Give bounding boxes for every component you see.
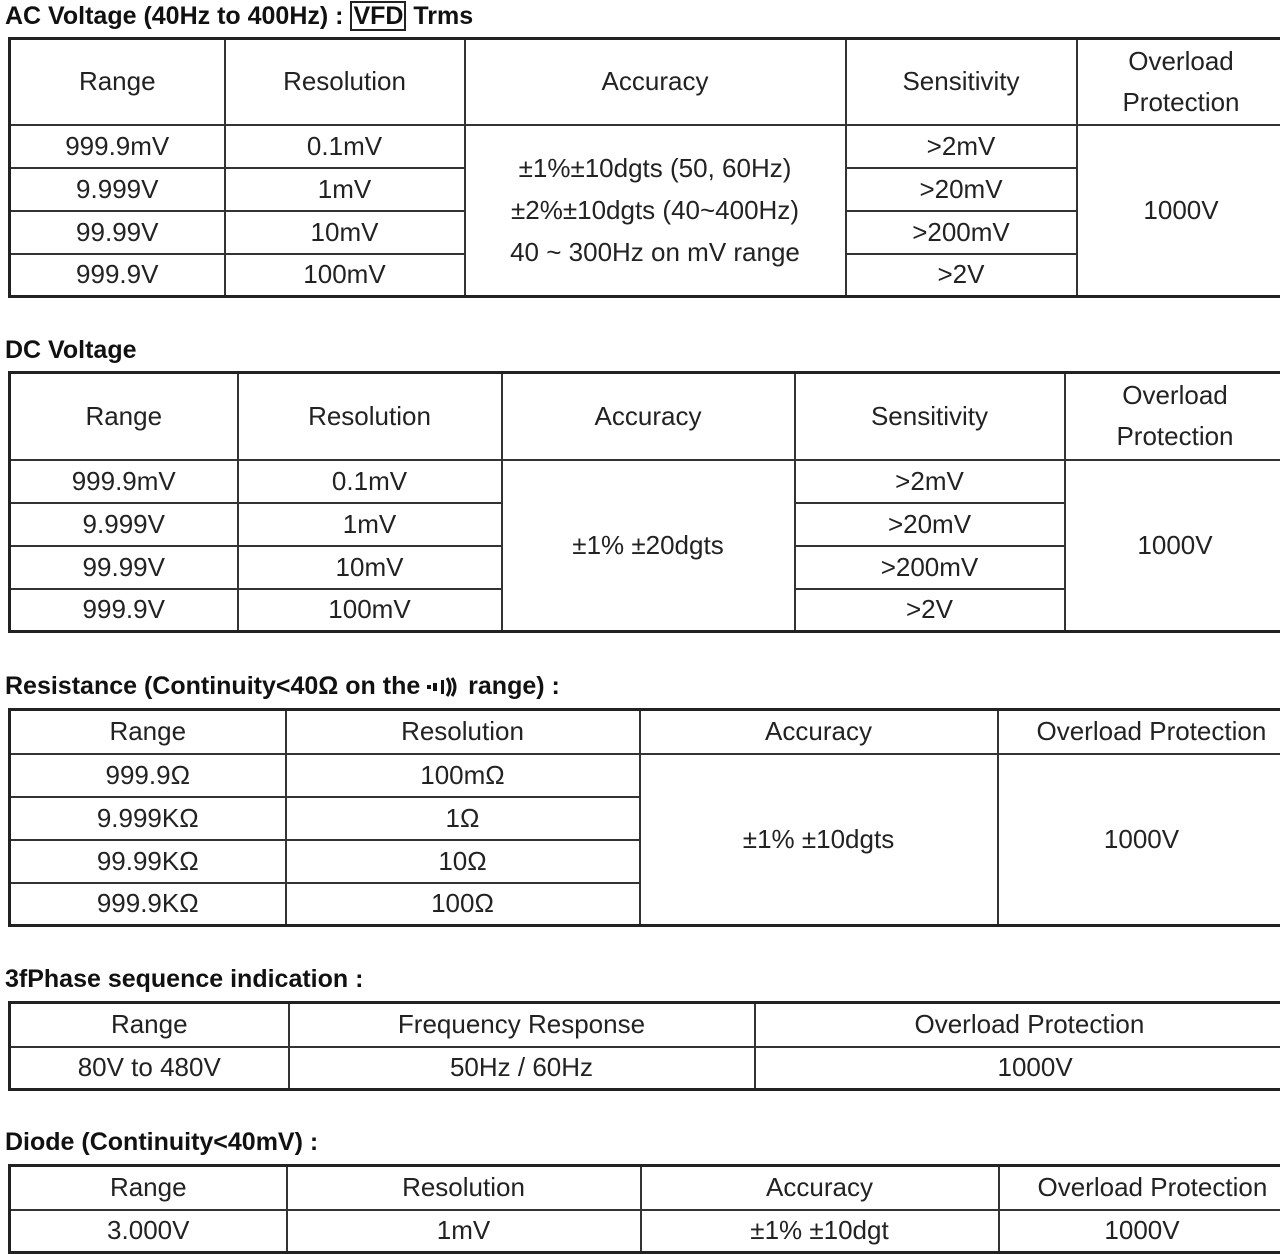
sensitivity-cell: >20mV <box>846 168 1077 211</box>
range-cell: 999.9mV <box>10 460 238 503</box>
sensitivity-cell: >20mV <box>795 503 1065 546</box>
range-cell: 9.999V <box>10 168 225 211</box>
resolution-cell: 10Ω <box>286 840 640 883</box>
col-header-overload <box>1077 39 1280 125</box>
col-header: Overload Protection <box>999 1166 1280 1210</box>
col-header: Accuracy <box>640 710 998 754</box>
resolution-cell: 1mV <box>225 168 465 211</box>
overload-cell: 1000V <box>755 1047 1280 1090</box>
accuracy-cell: ±1% ±20dgts <box>502 460 795 632</box>
range-cell: 99.99KΩ <box>10 840 286 883</box>
accuracy-cell: ±1% ±10dgts <box>640 754 998 926</box>
sensitivity-cell: >2mV <box>795 460 1065 503</box>
overload-cell: 1000V <box>999 1210 1280 1253</box>
range-cell: 999.9mV <box>10 125 225 168</box>
range-cell: 999.9V <box>10 589 238 632</box>
overload-cell: 1000V <box>1065 460 1280 632</box>
frequency-cell: 50Hz / 60Hz <box>289 1047 755 1090</box>
range-cell: 99.99V <box>10 546 238 589</box>
resistance-title-end: range) : <box>461 672 560 700</box>
header-line: Overload <box>1066 375 1280 416</box>
header-line: Protection <box>1066 416 1280 457</box>
col-header: Resolution <box>225 39 465 125</box>
resolution-cell: 1mV <box>238 503 502 546</box>
col-header: Range <box>10 1166 287 1210</box>
col-header: Resolution <box>238 373 502 460</box>
range-cell: 99.99V <box>10 211 225 254</box>
resolution-cell: 100mV <box>225 254 465 297</box>
phase-table <box>8 1001 1280 1091</box>
resistance-title: Resistance (Continuity<40Ω on the <box>5 672 427 700</box>
col-header: Resolution <box>287 1166 641 1210</box>
table-header-row <box>10 710 1280 754</box>
resistance-heading <box>5 671 560 704</box>
overload-cell: 1000V <box>1077 125 1280 297</box>
range-cell: 80V to 480V <box>10 1047 289 1090</box>
table-row <box>10 125 1280 168</box>
accuracy-line: ±1%±10dgts (50, 60Hz) <box>466 147 845 189</box>
accuracy-line: ±2%±10dgts (40~400Hz) <box>466 189 845 231</box>
resolution-cell: 100Ω <box>286 883 640 926</box>
col-header: Frequency Response <box>289 1003 755 1047</box>
resolution-cell: 1Ω <box>286 797 640 840</box>
resolution-cell: 0.1mV <box>238 460 502 503</box>
range-cell: 9.999KΩ <box>10 797 286 840</box>
phase-heading: 3fPhase sequence indication : <box>5 964 363 994</box>
col-header: Sensitivity <box>795 373 1065 460</box>
trms-label: Trms <box>406 2 473 30</box>
col-header: Accuracy <box>465 39 846 125</box>
diode-table <box>8 1164 1280 1254</box>
ac-voltage-table <box>8 37 1280 298</box>
range-cell: 9.999V <box>10 503 238 546</box>
resolution-cell: 100mΩ <box>286 754 640 797</box>
dc-voltage-table <box>8 371 1280 633</box>
table-header-row <box>10 373 1280 460</box>
continuity-beep-icon <box>427 674 461 704</box>
sensitivity-cell: >200mV <box>795 546 1065 589</box>
table-row <box>10 460 1280 503</box>
range-cell: 999.9KΩ <box>10 883 286 926</box>
table-header-row <box>10 1166 1280 1210</box>
col-header: Range <box>10 1003 289 1047</box>
sensitivity-cell: >2mV <box>846 125 1077 168</box>
col-header: Accuracy <box>502 373 795 460</box>
col-header: Resolution <box>286 710 640 754</box>
accuracy-cell <box>465 125 846 297</box>
overload-cell: 1000V <box>998 754 1280 926</box>
ac-voltage-heading <box>5 1 473 31</box>
col-header: Overload Protection <box>998 710 1280 754</box>
col-header-overload <box>1065 373 1280 460</box>
table-row <box>10 754 1280 797</box>
resolution-cell: 100mV <box>238 589 502 632</box>
dc-voltage-heading: DC Voltage <box>5 335 137 365</box>
resistance-table <box>8 708 1280 927</box>
col-header: Overload Protection <box>755 1003 1280 1047</box>
range-cell: 3.000V <box>10 1210 287 1253</box>
col-header: Accuracy <box>641 1166 999 1210</box>
vfd-badge: VFD <box>350 1 406 31</box>
col-header: Sensitivity <box>846 39 1077 125</box>
table-header-row <box>10 1003 1280 1047</box>
ac-voltage-title: AC Voltage (40Hz to 400Hz) : <box>5 2 350 30</box>
resolution-cell: 10mV <box>238 546 502 589</box>
diode-heading: Diode (Continuity<40mV) : <box>5 1127 318 1157</box>
col-header: Range <box>10 373 238 460</box>
range-cell: 999.9Ω <box>10 754 286 797</box>
accuracy-cell: ±1% ±10dgt <box>641 1210 999 1253</box>
resolution-cell: 10mV <box>225 211 465 254</box>
sensitivity-cell: >200mV <box>846 211 1077 254</box>
resolution-cell: 1mV <box>287 1210 641 1253</box>
header-line: Protection <box>1078 82 1280 123</box>
col-header: Range <box>10 39 225 125</box>
sensitivity-cell: >2V <box>846 254 1077 297</box>
header-line: Overload <box>1078 41 1280 82</box>
table-header-row <box>10 39 1280 125</box>
col-header: Range <box>10 710 286 754</box>
table-row <box>10 1210 1280 1253</box>
resolution-cell: 0.1mV <box>225 125 465 168</box>
accuracy-line: 40 ~ 300Hz on mV range <box>466 231 845 273</box>
sensitivity-cell: >2V <box>795 589 1065 632</box>
range-cell: 999.9V <box>10 254 225 297</box>
table-row <box>10 1047 1280 1090</box>
